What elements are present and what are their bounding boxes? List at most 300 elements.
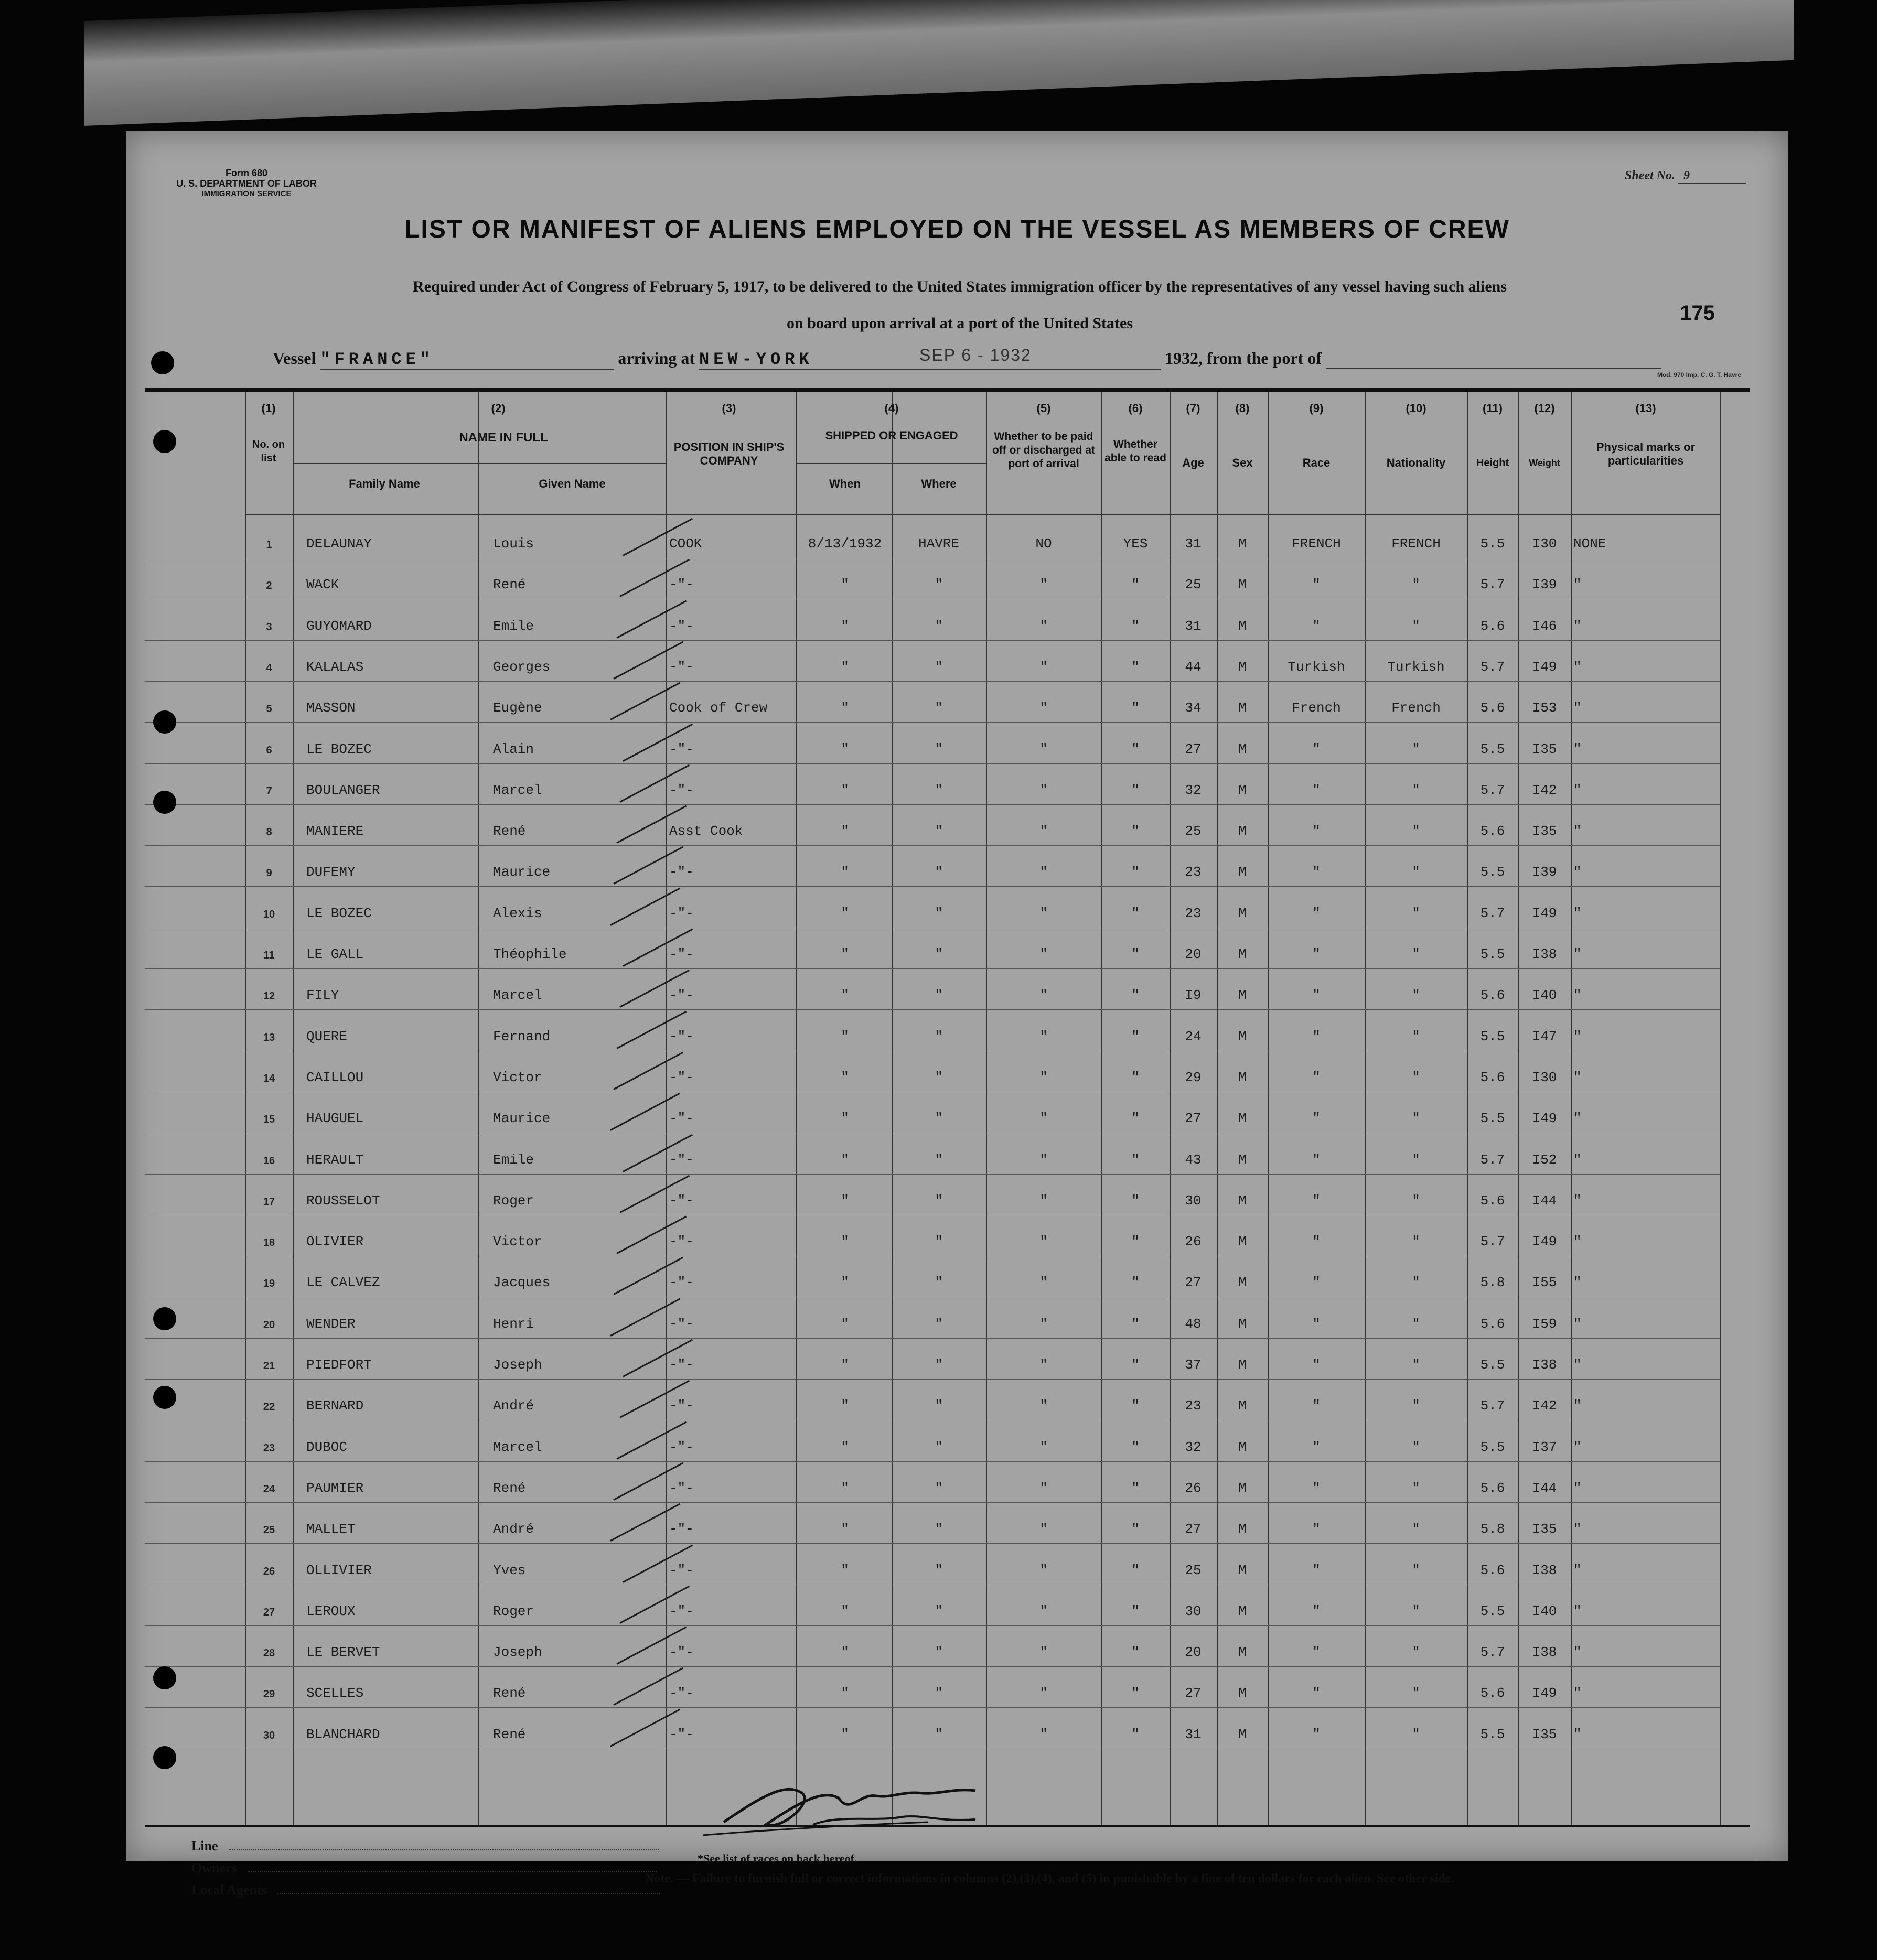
- cell-sex: M: [1238, 1398, 1247, 1414]
- arriving-port-text: NEW-YORK: [699, 350, 813, 369]
- cell-marks: ": [1573, 1521, 1582, 1537]
- row-rule: [145, 1379, 1720, 1380]
- cell-nationality: ": [1412, 1275, 1420, 1291]
- cell-where: ": [935, 1357, 943, 1373]
- row-number: 20: [263, 1319, 275, 1331]
- cell-sex: M: [1238, 1069, 1247, 1085]
- cell-read: ": [1131, 987, 1140, 1004]
- cell-given: René: [493, 1726, 526, 1742]
- cell-height: 5.7: [1480, 1398, 1505, 1414]
- row-number: 5: [266, 703, 272, 715]
- cell-height: 5.6: [1480, 1069, 1505, 1085]
- cell-age: 32: [1185, 1439, 1202, 1455]
- row-number: 4: [266, 662, 272, 674]
- cell-sex: M: [1238, 577, 1247, 593]
- cell-given: Théophile: [493, 946, 567, 962]
- cell-read: ": [1131, 1275, 1140, 1291]
- cell-height: 5.5: [1480, 536, 1505, 552]
- col4-number: (4): [884, 402, 899, 415]
- cell-height: 5.7: [1480, 659, 1505, 675]
- col2-header: NAME IN FULL: [459, 430, 548, 445]
- cell-age: 32: [1185, 782, 1202, 798]
- cell-position: -"-: [669, 1644, 694, 1661]
- line-label-text: Line: [191, 1838, 218, 1854]
- cell-race: ": [1312, 1644, 1321, 1661]
- cell-given: Emile: [493, 1151, 534, 1168]
- cell-sex: M: [1238, 1234, 1247, 1250]
- cell-weight: I49: [1532, 659, 1557, 675]
- cell-where: ": [935, 1151, 943, 1168]
- row-rule: [145, 1009, 1720, 1010]
- cell-height: 5.7: [1480, 577, 1505, 593]
- cell-age: 34: [1185, 700, 1202, 716]
- cell-height: 5.8: [1480, 1521, 1505, 1537]
- row-rule: [145, 886, 1720, 887]
- cell-nationality: FRENCH: [1391, 536, 1441, 552]
- row-rule: [145, 1625, 1720, 1626]
- cell-family: KALALAS: [306, 659, 364, 675]
- cell-height: 5.6: [1480, 700, 1505, 716]
- cell-when: ": [841, 577, 849, 593]
- cell-nationality: ": [1412, 987, 1420, 1004]
- row-number: 30: [263, 1729, 275, 1741]
- cell-weight: I35: [1532, 823, 1557, 839]
- cell-when: ": [841, 987, 849, 1004]
- cell-family: WACK: [306, 577, 339, 593]
- cell-where: ": [935, 1685, 943, 1701]
- row-number: 14: [263, 1072, 275, 1084]
- cell-nationality: ": [1412, 1603, 1420, 1619]
- cell-nationality: ": [1412, 1028, 1420, 1044]
- cell-age: 44: [1185, 659, 1202, 675]
- punch-hole: [153, 1307, 176, 1330]
- row-number: 11: [263, 950, 275, 961]
- cell-weight: I44: [1532, 1480, 1557, 1496]
- cell-height: 5.5: [1480, 1111, 1505, 1127]
- form-header: [157, 168, 336, 199]
- cell-weight: I35: [1532, 1726, 1557, 1742]
- col1-header: No. on list: [252, 439, 285, 464]
- cell-family: MALLET: [306, 1521, 356, 1537]
- cell-sex: M: [1238, 1480, 1247, 1496]
- row-rule: [145, 1707, 1720, 1708]
- cell-nationality: ": [1412, 1398, 1420, 1414]
- col9-number: (9): [1309, 402, 1324, 415]
- col2-number: (2): [491, 402, 506, 415]
- col6-number: (6): [1128, 402, 1143, 415]
- cell-read: ": [1131, 1028, 1140, 1044]
- cell-paid: ": [1039, 1521, 1048, 1537]
- cell-family: LE BOZEC: [306, 741, 372, 757]
- cell-position: COOK: [669, 536, 702, 552]
- cell-paid: ": [1039, 577, 1048, 593]
- row-number: 3: [266, 621, 272, 633]
- punch-hole: [153, 1746, 176, 1769]
- cell-where: ": [935, 1234, 943, 1250]
- sheet-number: [1625, 169, 1746, 184]
- cell-height: 5.6: [1480, 1192, 1505, 1209]
- cell-race: ": [1312, 864, 1321, 880]
- cell-weight: I49: [1532, 1685, 1557, 1701]
- cell-nationality: ": [1412, 782, 1420, 798]
- cell-read: ": [1131, 741, 1140, 757]
- cell-given: René: [493, 1685, 526, 1701]
- cell-sex: M: [1238, 1192, 1247, 1209]
- cell-marks: ": [1573, 1316, 1582, 1332]
- cell-where: HAVRE: [918, 536, 959, 552]
- cell-when: ": [841, 1234, 849, 1250]
- cell-age: 26: [1185, 1234, 1202, 1250]
- cell-marks: ": [1573, 1603, 1582, 1619]
- cell-read: ": [1131, 823, 1140, 839]
- col12-number: (12): [1534, 402, 1555, 415]
- cell-nationality: ": [1412, 1111, 1420, 1127]
- cell-given: Joseph: [493, 1644, 542, 1661]
- cell-given: Roger: [493, 1192, 534, 1209]
- cell-read: ": [1131, 618, 1140, 634]
- cell-where: ": [935, 1726, 943, 1742]
- cell-age: 25: [1185, 577, 1202, 593]
- vessel-label: Vessel: [273, 349, 316, 368]
- cell-nationality: ": [1412, 1726, 1420, 1742]
- cell-paid: ": [1039, 1603, 1048, 1619]
- row-number: 12: [263, 990, 275, 1003]
- required-line-2: on board upon arrival at a port of the United States: [786, 315, 1133, 332]
- cell-marks: NONE: [1573, 536, 1606, 552]
- cell-family: BOULANGER: [306, 782, 380, 798]
- col9-header: Race: [1302, 456, 1331, 469]
- cell-position: -"-: [669, 1192, 694, 1209]
- cell-height: 5.6: [1480, 1685, 1505, 1701]
- vessel-name: "FRANCE": [320, 350, 614, 370]
- cell-weight: I30: [1532, 1069, 1557, 1085]
- col13-number: (13): [1635, 402, 1656, 415]
- footer-labels: [191, 1835, 660, 1901]
- col8-header: Sex: [1232, 456, 1253, 469]
- col8-number: (8): [1235, 402, 1250, 415]
- cell-where: ": [935, 782, 943, 798]
- cell-paid: ": [1039, 1644, 1048, 1661]
- cell-where: ": [935, 905, 943, 921]
- cell-height: 5.7: [1480, 782, 1505, 798]
- cell-family: DUBOC: [306, 1439, 348, 1455]
- cell-paid: ": [1039, 659, 1048, 675]
- header-subrule: [796, 463, 986, 464]
- cell-family: QUERE: [306, 1028, 348, 1044]
- cell-weight: I42: [1532, 782, 1557, 798]
- cell-where: ": [935, 1439, 943, 1455]
- cell-when: ": [841, 1685, 849, 1701]
- col2a-header: Family Name: [349, 477, 420, 490]
- cell-race: FRENCH: [1292, 536, 1341, 552]
- cell-paid: ": [1039, 1234, 1048, 1250]
- cell-read: ": [1131, 1644, 1140, 1661]
- cell-sex: M: [1238, 782, 1247, 798]
- cell-weight: I37: [1532, 1439, 1557, 1455]
- row-rule: [145, 1502, 1720, 1503]
- vessel-line: [273, 346, 1783, 370]
- col1-number: (1): [261, 402, 276, 415]
- cell-nationality: ": [1412, 905, 1420, 921]
- form-number: Form 680: [225, 168, 268, 178]
- row-rule: [145, 845, 1720, 846]
- cell-where: ": [935, 1069, 943, 1085]
- row-rule: [145, 1666, 1720, 1667]
- row-number: 18: [263, 1237, 275, 1249]
- row-number: 8: [266, 826, 272, 838]
- row-number: 21: [263, 1360, 275, 1372]
- cell-height: 5.6: [1480, 618, 1505, 634]
- cell-height: 5.5: [1480, 1357, 1505, 1373]
- cell-nationality: ": [1412, 577, 1420, 593]
- header-bottom-rule: [245, 514, 1720, 515]
- cell-where: ": [935, 577, 943, 593]
- cell-nationality: ": [1412, 1562, 1420, 1578]
- row-number: 29: [263, 1688, 275, 1700]
- row-number: 17: [263, 1196, 275, 1208]
- row-number: 15: [263, 1114, 275, 1126]
- cell-age: 43: [1185, 1151, 1202, 1168]
- cell-position: -"-: [669, 1685, 694, 1701]
- cell-weight: I52: [1532, 1151, 1557, 1168]
- cell-marks: ": [1573, 905, 1582, 921]
- cell-weight: I38: [1532, 946, 1557, 962]
- cell-family: LEROUX: [306, 1603, 356, 1619]
- cell-when: ": [841, 1028, 849, 1044]
- cell-given: Victor: [493, 1069, 542, 1085]
- col4-header: SHIPPED OR ENGAGED: [825, 429, 958, 442]
- cell-sex: M: [1238, 741, 1247, 757]
- cell-paid: ": [1039, 700, 1048, 716]
- cell-marks: ": [1573, 1685, 1582, 1701]
- cell-when: ": [841, 782, 849, 798]
- col7-number: (7): [1186, 402, 1200, 415]
- cell-sex: M: [1238, 1521, 1247, 1537]
- cell-age: 23: [1185, 905, 1202, 921]
- cell-read: ": [1131, 1603, 1140, 1619]
- printer-mark: Mod. 970 Imp. C. G. T. Havre: [1657, 371, 1741, 379]
- cell-where: ": [935, 700, 943, 716]
- cell-height: 5.5: [1480, 1603, 1505, 1619]
- cell-weight: I49: [1532, 905, 1557, 921]
- cell-height: 5.5: [1480, 1028, 1505, 1044]
- cell-height: 5.7: [1480, 1644, 1505, 1661]
- cell-weight: I38: [1532, 1644, 1557, 1661]
- manifest-sheet: [126, 131, 1788, 1898]
- cell-age: I9: [1185, 987, 1202, 1004]
- cell-nationality: ": [1412, 1439, 1420, 1455]
- cell-weight: I39: [1532, 577, 1557, 593]
- cell-marks: ": [1573, 823, 1582, 839]
- cell-age: 30: [1185, 1603, 1202, 1619]
- col5-number: (5): [1036, 402, 1051, 415]
- cell-given: Maurice: [493, 1111, 551, 1127]
- row-number: 26: [263, 1565, 275, 1577]
- cell-read: ": [1131, 1726, 1140, 1742]
- cell-paid: ": [1039, 946, 1048, 962]
- cell-age: 20: [1185, 946, 1202, 962]
- column-rule: [1571, 392, 1572, 1825]
- cell-marks: ": [1573, 1439, 1582, 1455]
- row-number: 19: [263, 1278, 275, 1290]
- row-rule: [145, 1338, 1720, 1339]
- cell-given: Fernand: [493, 1028, 551, 1044]
- cell-race: ": [1312, 1521, 1321, 1537]
- cell-marks: ": [1573, 577, 1582, 593]
- cell-weight: I55: [1532, 1275, 1557, 1291]
- cell-height: 5.8: [1480, 1275, 1505, 1291]
- cell-paid: ": [1039, 1562, 1048, 1578]
- cell-nationality: ": [1412, 946, 1420, 962]
- row-number: 28: [263, 1647, 275, 1660]
- col12-header: Weight: [1529, 458, 1560, 468]
- cell-nationality: ": [1412, 1316, 1420, 1332]
- cell-given: René: [493, 577, 526, 593]
- row-rule: [145, 1461, 1720, 1462]
- cell-position: -"-: [669, 1726, 694, 1742]
- cell-weight: I38: [1532, 1357, 1557, 1373]
- cell-age: 27: [1185, 741, 1202, 757]
- cell-weight: I39: [1532, 864, 1557, 880]
- cell-marks: ": [1573, 1644, 1582, 1661]
- row-number: 25: [263, 1524, 275, 1536]
- cell-read: ": [1131, 1398, 1140, 1414]
- table-top-rule: [145, 388, 1750, 392]
- cell-read: YES: [1123, 536, 1148, 552]
- cell-family: MANIERE: [306, 823, 364, 839]
- col10-header: Nationality: [1386, 456, 1446, 469]
- cell-where: ": [935, 864, 943, 880]
- cell-where: ": [935, 987, 943, 1004]
- row-rule: [145, 763, 1720, 764]
- top-paper-strip: [84, 0, 1794, 126]
- cell-sex: M: [1238, 618, 1247, 634]
- column-rule: [796, 392, 797, 1825]
- cell-nationality: ": [1412, 741, 1420, 757]
- cell-family: LE CALVEZ: [306, 1275, 380, 1291]
- cell-weight: I42: [1532, 1398, 1557, 1414]
- cell-age: 27: [1185, 1685, 1202, 1701]
- cell-paid: ": [1039, 1275, 1048, 1291]
- page-number: 175: [1680, 301, 1715, 325]
- sheet-label: Sheet No.: [1625, 169, 1675, 182]
- cell-paid: ": [1039, 741, 1048, 757]
- cell-where: ": [935, 741, 943, 757]
- cell-marks: ": [1573, 1234, 1582, 1250]
- col13-header: Physical marks or particularities: [1596, 440, 1696, 467]
- cell-read: ": [1131, 1357, 1140, 1373]
- cell-marks: ": [1573, 1398, 1582, 1414]
- cell-height: 5.6: [1480, 823, 1505, 839]
- cell-family: LE GALL: [306, 946, 364, 962]
- cell-marks: ": [1573, 1151, 1582, 1168]
- cell-read: ": [1131, 1521, 1140, 1537]
- cell-race: ": [1312, 741, 1321, 757]
- col2b-header: Given Name: [539, 477, 606, 490]
- punch-hole: [151, 351, 174, 374]
- cell-when: ": [841, 1151, 849, 1168]
- cell-position: -"-: [669, 659, 694, 675]
- cell-when: ": [841, 1439, 849, 1455]
- cell-given: Yves: [493, 1562, 526, 1578]
- cell-family: SCELLES: [306, 1685, 364, 1701]
- owners-label-text: Owners: [191, 1860, 237, 1876]
- cell-family: HAUGUEL: [306, 1111, 364, 1127]
- cell-paid: ": [1039, 864, 1048, 880]
- column-rule: [245, 392, 246, 1825]
- col4b-header: Where: [921, 477, 957, 490]
- agents-label-text: Local Agents: [191, 1882, 267, 1898]
- cell-age: 27: [1185, 1111, 1202, 1127]
- cell-paid: ": [1039, 987, 1048, 1004]
- cell-read: ": [1131, 946, 1140, 962]
- cell-paid: ": [1039, 905, 1048, 921]
- cell-given: André: [493, 1521, 534, 1537]
- cell-marks: ": [1573, 1726, 1582, 1742]
- cell-when: ": [841, 1357, 849, 1373]
- cell-family: WENDER: [306, 1316, 356, 1332]
- cell-when: ": [841, 1726, 849, 1742]
- punch-hole: [153, 1666, 176, 1689]
- cell-race: ": [1312, 577, 1321, 593]
- cell-height: 5.5: [1480, 741, 1505, 757]
- cell-race: ": [1312, 1316, 1321, 1332]
- cell-marks: ": [1573, 741, 1582, 757]
- cell-where: ": [935, 1398, 943, 1414]
- cell-when: 8/13/1932: [808, 536, 882, 552]
- cell-family: LE BOZEC: [306, 905, 372, 921]
- punch-hole: [153, 430, 176, 453]
- cell-height: 5.5: [1480, 1439, 1505, 1455]
- cell-family: OLLIVIER: [306, 1562, 372, 1578]
- cell-age: 27: [1185, 1521, 1202, 1537]
- row-rule: [145, 681, 1720, 682]
- cell-where: ": [935, 1603, 943, 1619]
- cell-paid: ": [1039, 618, 1048, 634]
- cell-family: PIEDFORT: [306, 1357, 372, 1373]
- cell-position: -"-: [669, 864, 694, 880]
- cell-where: ": [935, 1521, 943, 1537]
- cell-given: Maurice: [493, 864, 551, 880]
- cell-paid: ": [1039, 1111, 1048, 1127]
- cell-when: ": [841, 741, 849, 757]
- cell-when: ": [841, 946, 849, 962]
- cell-paid: ": [1039, 1357, 1048, 1373]
- cell-read: ": [1131, 1439, 1140, 1455]
- cell-sex: M: [1238, 1357, 1247, 1373]
- col11-header: Height: [1476, 457, 1509, 469]
- cell-age: 20: [1185, 1644, 1202, 1661]
- col7-header: Age: [1182, 456, 1204, 469]
- row-number: 9: [266, 867, 272, 879]
- cell-height: 5.7: [1480, 1234, 1505, 1250]
- cell-family: FILY: [306, 987, 339, 1004]
- cell-age: 25: [1185, 823, 1202, 839]
- cell-position: -"-: [669, 1111, 694, 1127]
- cell-height: 5.6: [1480, 987, 1505, 1004]
- cell-race: Turkish: [1288, 659, 1345, 675]
- cell-nationality: ": [1412, 618, 1420, 634]
- cell-nationality: ": [1412, 1644, 1420, 1661]
- cell-age: 23: [1185, 864, 1202, 880]
- row-rule: [145, 968, 1720, 969]
- cell-race: ": [1312, 1726, 1321, 1742]
- cell-age: 31: [1185, 618, 1202, 634]
- penalty-note: Note. — Failure to furnish full or correct informations in columns (2),(3),(4), and (5) in punishable by a fine of ten dollars for each alien. See other side.: [645, 1872, 1454, 1886]
- cell-given: Emile: [493, 618, 534, 634]
- punch-hole: [153, 1386, 176, 1409]
- cell-marks: ": [1573, 782, 1582, 798]
